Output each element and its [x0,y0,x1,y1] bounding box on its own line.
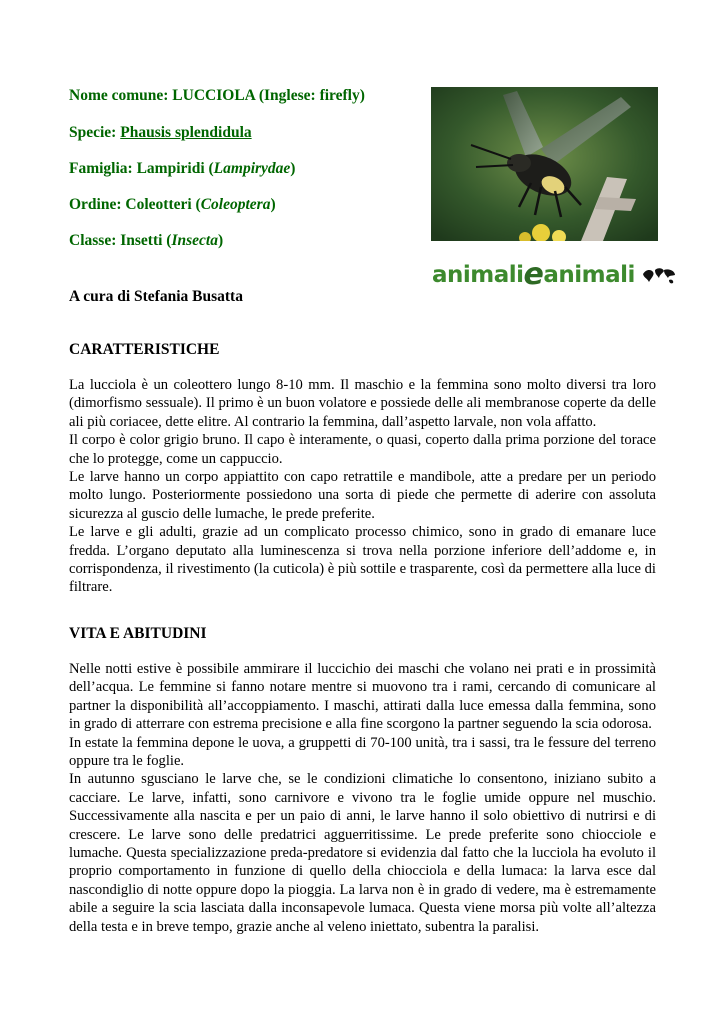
famiglia-close: ) [290,160,296,177]
ordine-close: ) [270,196,276,213]
paragraph: Le larve hanno un corpo appiattito con capo retrattile e mandibole, atte a predare per un periodo molto lungo. Posteriormente possiedono una sorta di piede che permette di aderire con assoluta sicurezza al guscio delle lumache, le prede preferite. [69,469,656,522]
logo-e: e [523,257,544,292]
ordine [69,196,276,214]
paragraph: La lucciola è un coleottero lungo 8-10 mm. Il maschio e la femmina sono molto diversi tra loro (dimorfismo sessuale). Il primo è un buon volatore e possiede delle ali membranose coperte da delle ali più coriacee, dette elitre. Al contrario la femmina, dall’aspetto larvale, non vola affatto. [69,377,656,430]
specie-link[interactable]: Phausis splendidula [120,124,252,141]
famiglia [69,160,295,178]
ordine-label: Ordine: Coleotteri ( [69,196,201,213]
logo-part1: animali [432,262,524,288]
paragraph: Nelle notti estive è possibile ammirare il luccichio dei maschi che volano nei prati e in prossimità dell’acqua. Le femmine si fanno notare mentre si muovono tra i rami, cercando di comunicare al partner la disponibilità all’accoppiamento. I maschi, attirati dalla luce emessa dalla femmina, sono in grado di atterrare con estrema precisione e alla fine scorgono la partner seguendo la scia odorosa. [69,661,656,733]
classe [69,232,223,250]
classe-latin: Insecta [171,232,218,249]
paragraph: In estate la femmina depone le uova, a gruppetti di 70-100 unità, tra i sassi, tra le fessure del terreno oppure tra le foglie. [69,734,656,770]
specie [69,124,252,142]
paragraph: In autunno sgusciano le larve che, se le condizioni climatiche lo consentono, iniziano subito a cacciare. Le larve, infatti, sono carnivore e vivono tra le foglie umide oppure nel muschio. Successivamente alla nascita e per un paio di anni, le larve hanno il solo obiettivo di nutrirsi e di crescere. Le larve sono delle predatrici agguerritissime. Le prede preferite sono chiocciole e lumache. Questa specializzazione preda-predatore si evidenzia dal fatto che la lucciola ha evoluto il proprio comportamento in funzione di quello della chiocciola e della lumaca: la larva esce dal nascondiglio di notte oppure dopo la pioggia. La larva non è in grado di vedere, ma è estremamente abile a seguire la scia lasciata dalla inconsapevole lumaca. Questa viene morsa più volte all’altezza della testa e in breve tempo, grazie anche al veleno iniettato, subentra la paralisi. [69,771,656,935]
author-line: A cura di Stefania Busatta [69,288,243,305]
firefly-photo [431,87,658,241]
section-title-vita: VITA E ABITUDINI [69,625,207,642]
section-body-caratteristiche [69,376,656,597]
famiglia-label: Famiglia: Lampiridi ( [69,160,214,177]
famiglia-latin: Lampirydae [213,160,291,177]
animalieanimali-logo [432,255,658,292]
specie-label: Specie: [69,124,121,141]
classe-label: Classe: Insetti ( [69,232,172,249]
section-body-vita [69,660,656,936]
logo-part2: animali [543,262,635,288]
paragraph: Le larve e gli adulti, grazie ad un complicato processo chimico, sono in grado di emanare luce fredda. L’organo deputato alla luminescenza si trova nella porzione inferiore dell’addome e, in corrispondenza, il rivestimento (la cuticola) è più sottile e trasparente, così da permettere alla luce di filtrare. [69,524,656,596]
nome-comune: Nome comune: LUCCIOLA (Inglese: firefly) [69,87,365,104]
classe-close: ) [217,232,224,249]
ordine-latin: Coleoptera [200,196,271,213]
section-title-caratteristiche: CARATTERISTICHE [69,341,220,358]
world-map-icon [642,266,676,286]
paragraph: Il corpo è color grigio bruno. Il capo è interamente, o quasi, coperto dalla prima porzione del torace che lo protegge, come un cappuccio. [69,432,656,467]
